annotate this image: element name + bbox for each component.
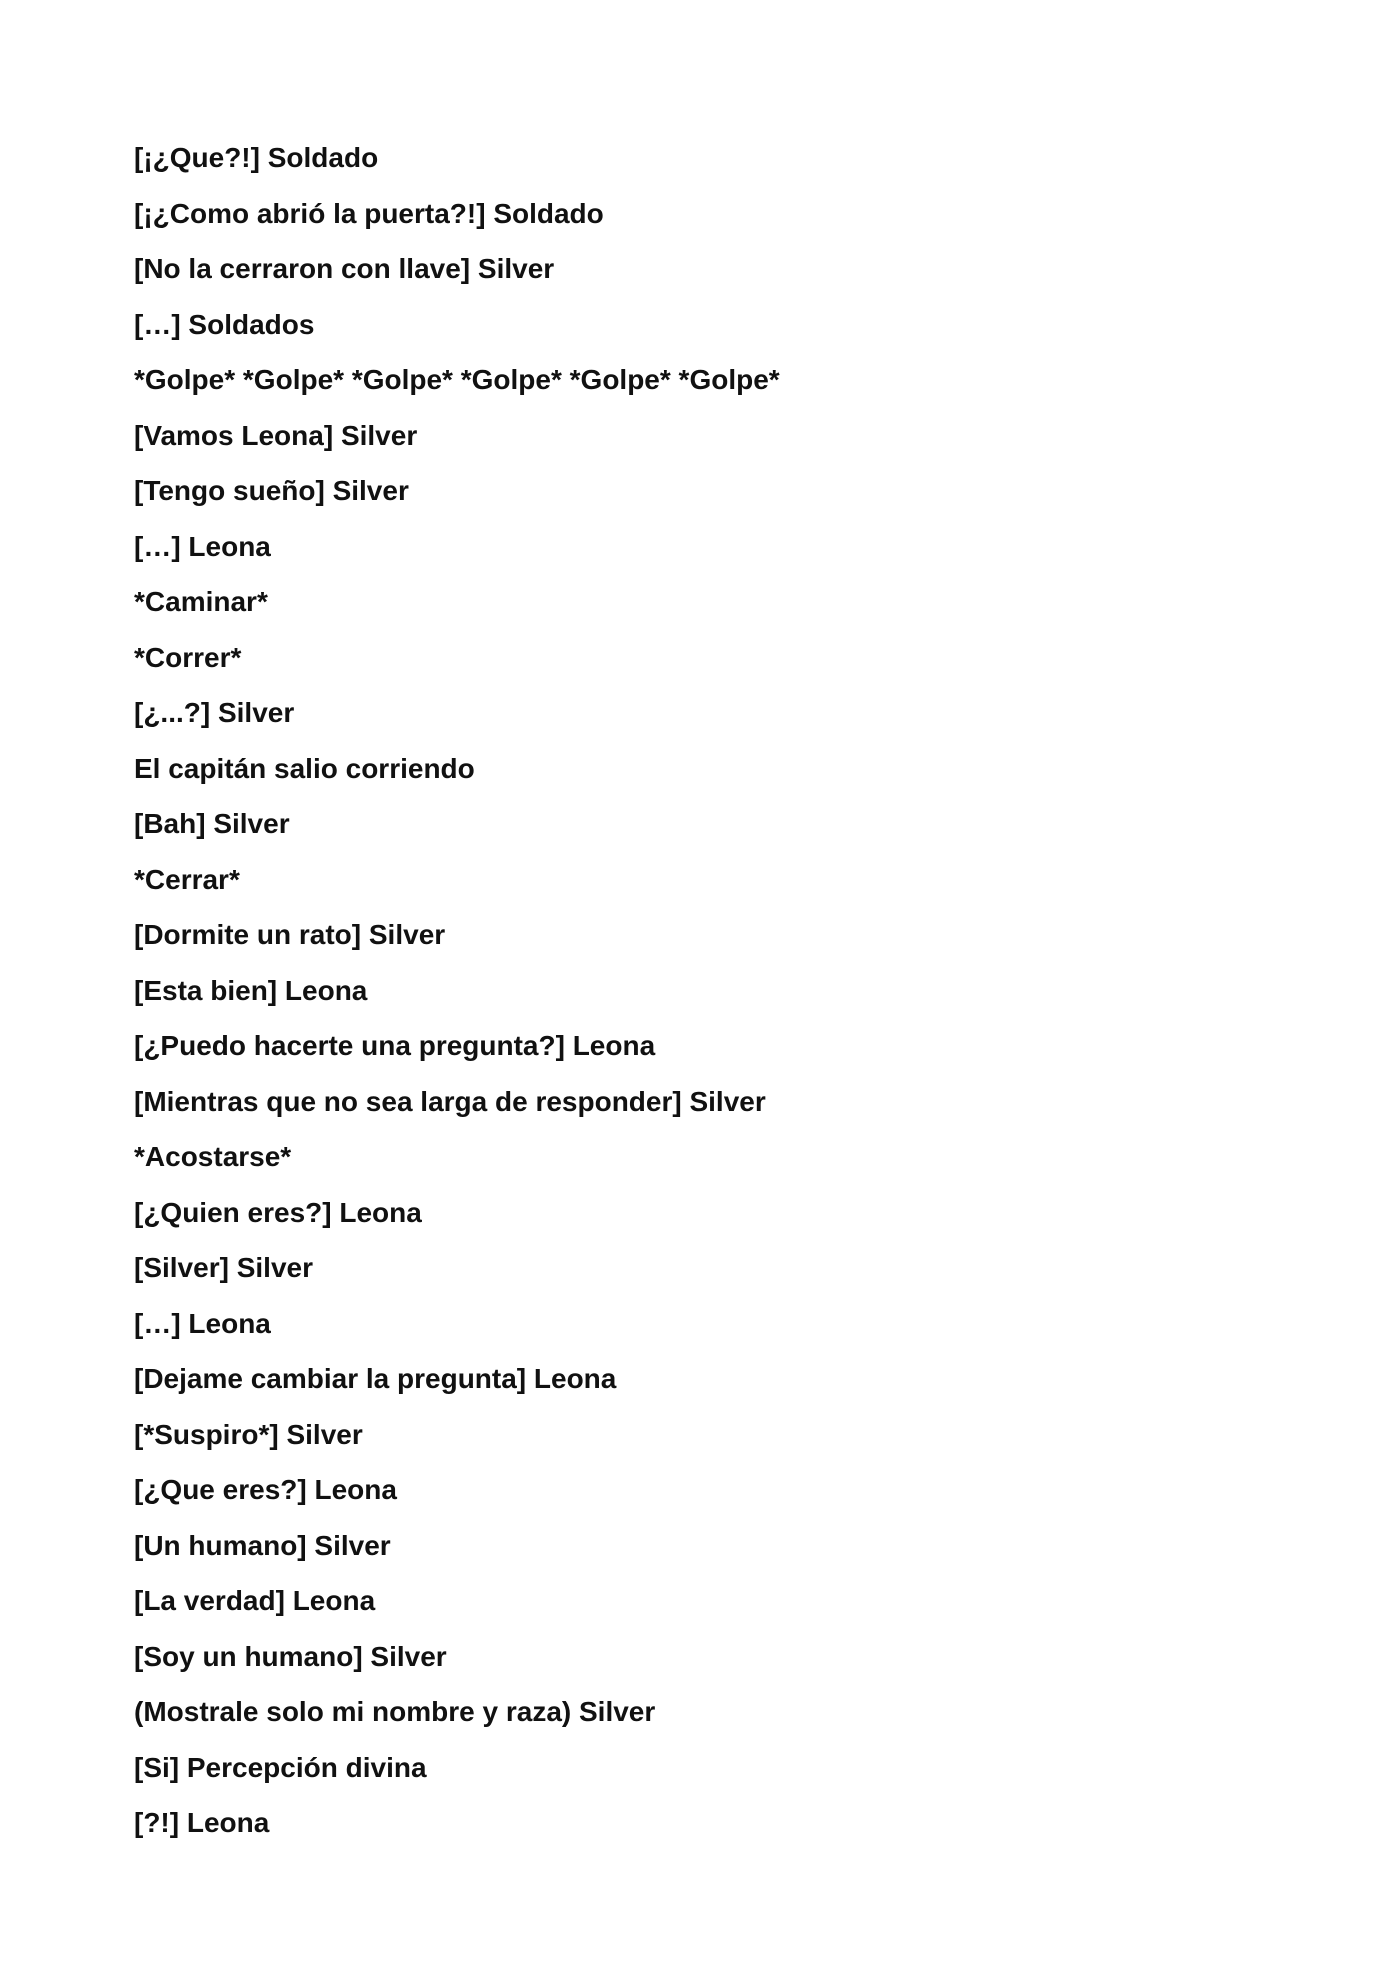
- dialogue-line: [¿Que eres?] Leona: [134, 1474, 397, 1505]
- dialogue-line: [Dejame cambiar la pregunta] Leona: [134, 1363, 617, 1394]
- dialogue-line: [Vamos Leona] Silver: [134, 419, 418, 451]
- dialogue-line: [*Suspiro*] Silver: [134, 1418, 363, 1450]
- dialogue-line: [Dormite un rato] Silver: [134, 919, 446, 950]
- dialogue-line: *Golpe* *Golpe* *Golpe* *Golpe* *Golpe* *Golpe*: [134, 364, 780, 395]
- dialogue-line: [Tengo sueño] Silver: [134, 475, 409, 506]
- dialogue-line: [¿...?] Silver: [134, 697, 295, 728]
- dialogue-line: [Bah] Silver: [134, 808, 290, 839]
- dialogue-list: [134, 130, 780, 1851]
- dialogue-line: [Silver] Silver: [134, 1252, 313, 1283]
- dialogue-line: *Correr*: [134, 641, 242, 673]
- dialogue-line: *Acostarse*: [134, 1141, 292, 1172]
- dialogue-line: El capitán salio corriendo: [134, 752, 475, 784]
- dialogue-line: [No la cerraron con llave] Silver: [134, 253, 555, 284]
- dialogue-line: [?!] Leona: [134, 1807, 270, 1838]
- dialogue-line: [¡¿Que?!] Soldado: [134, 142, 379, 173]
- dialogue-line: *Caminar*: [134, 586, 268, 617]
- dialogue-line: [Soy un humano] Silver: [134, 1640, 447, 1672]
- dialogue-line: *Cerrar*: [134, 863, 240, 895]
- dialogue-line: […] Leona: [134, 1307, 271, 1339]
- dialogue-line: [La verdad] Leona: [134, 1585, 376, 1616]
- dialogue-line: [¿Quien eres?] Leona: [134, 1196, 422, 1228]
- dialogue-line: […] Leona: [134, 530, 271, 562]
- dialogue-line: [Esta bien] Leona: [134, 974, 368, 1006]
- dialogue-line: [¡¿Como abrió la puerta?!] Soldado: [134, 197, 604, 229]
- dialogue-line: (Mostrale solo mi nombre y raza) Silver: [134, 1696, 656, 1727]
- dialogue-line: […] Soldados: [134, 308, 315, 340]
- dialogue-line: [¿Puedo hacerte una pregunta?] Leona: [134, 1030, 656, 1061]
- dialogue-line: [Mientras que no sea larga de responder] Silver: [134, 1085, 766, 1117]
- dialogue-line: [Si] Percepción divina: [134, 1751, 427, 1783]
- dialogue-line: [Un humano] Silver: [134, 1529, 391, 1561]
